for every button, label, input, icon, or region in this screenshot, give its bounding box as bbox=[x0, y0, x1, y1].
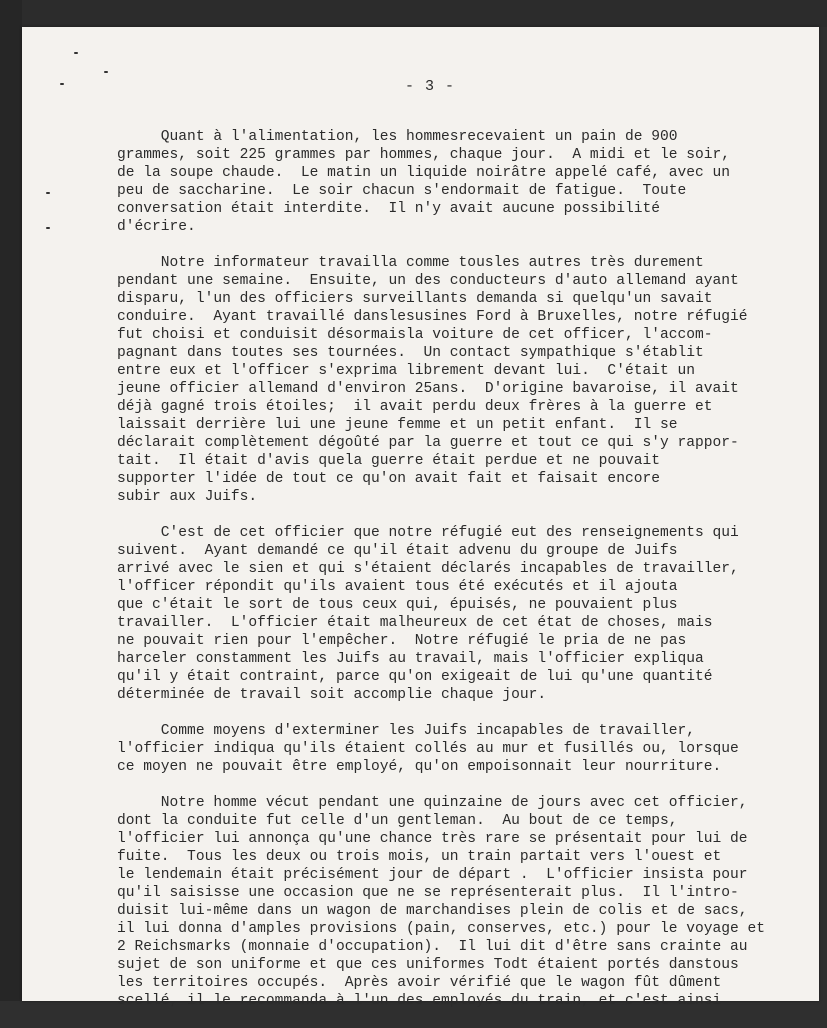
page-number: - 3 - bbox=[405, 78, 456, 95]
scan-speck bbox=[46, 227, 50, 229]
text-line: laissait derrière lui une jeune femme et un petit enfant. Il se bbox=[117, 417, 678, 433]
text-line: pagnant dans toutes ses tournées. Un contact sympathique s'établit bbox=[117, 345, 704, 361]
text-line: déjà gagné trois étoiles; il avait perdu deux frères à la guerre et bbox=[117, 399, 713, 415]
text-line: conversation était interdite. Il n'y avait aucune possibilité bbox=[117, 201, 660, 217]
text-line: fuite. Tous les deux ou trois mois, un train partait vers l'ouest et bbox=[117, 849, 722, 865]
text-line: 2 Reichsmarks (monnaie d'occupation). Il lui dit d'être sans crainte au bbox=[117, 939, 748, 955]
text-line: que c'était le sort de tous ceux qui, épuisés, ne pouvaient plus bbox=[117, 597, 678, 613]
text-line: qu'il y était contraint, parce qu'on exigeait de lui qu'une quantité bbox=[117, 669, 713, 685]
text-line: tait. Il était d'avis quela guerre était perdue et ne pouvait bbox=[117, 453, 660, 469]
text-line: C'est de cet officier que notre réfugié eut des renseignements qui bbox=[117, 525, 739, 541]
paragraph bbox=[117, 524, 767, 704]
text-line: duisit lui-même dans un wagon de marchandises plein de colis et de sacs, bbox=[117, 903, 748, 919]
scan-top-border bbox=[0, 0, 827, 27]
text-line: dont la conduite fut celle d'un gentleman. Au bout de ce temps, bbox=[117, 813, 678, 829]
text-line: l'officier lui annonça qu'une chance très rare se présentait pour lui de bbox=[117, 831, 748, 847]
paragraph bbox=[117, 128, 767, 236]
text-line: qu'il saisisse une occasion que ne se représenterait plus. Il l'intro- bbox=[117, 885, 739, 901]
text-line: Quant à l'alimentation, les hommesrecevaient un pain de 900 bbox=[117, 129, 678, 145]
text-line: supporter l'idée de tout ce qu'on avait fait et faisait encore bbox=[117, 471, 660, 487]
text-line: travailler. L'officier était malheureux de cet état de choses, mais bbox=[117, 615, 713, 631]
text-line: l'officer répondit qu'ils avaient tous été exécutés et il ajouta bbox=[117, 579, 678, 595]
scan-speck bbox=[60, 83, 64, 85]
text-line: Notre informateur travailla comme tousles autres très durement bbox=[117, 255, 704, 271]
text-line: suivent. Ayant demandé ce qu'il était advenu du groupe de Juifs bbox=[117, 543, 678, 559]
text-line: pendant une semaine. Ensuite, un des conducteurs d'auto allemand ayant bbox=[117, 273, 739, 289]
paragraph bbox=[117, 254, 767, 506]
text-line: fut choisi et conduisit désormaisla voiture de cet officer, l'accom- bbox=[117, 327, 713, 343]
text-line: entre eux et l'officer s'exprima librement devant lui. C'était un bbox=[117, 363, 696, 379]
text-line: ce moyen ne pouvait être employé, qu'on empoisonnait leur nourriture. bbox=[117, 759, 722, 775]
text-line: Comme moyens d'exterminer les Juifs incapables de travailler, bbox=[117, 723, 696, 739]
text-line: déclarait complètement dégoûté par la guerre et tout ce qui s'y rappor- bbox=[117, 435, 739, 451]
text-line: ne pouvait rien pour l'empêcher. Notre réfugié le pria de ne pas bbox=[117, 633, 687, 649]
document-body bbox=[117, 128, 767, 1028]
text-line: disparu, l'un des officiers surveillants demanda si quelqu'un savait bbox=[117, 291, 713, 307]
text-line: peu de saccharine. Le soir chacun s'endormait de fatigue. Toute bbox=[117, 183, 687, 199]
text-line: conduire. Ayant travaillé danslesusines Ford à Bruxelles, notre réfugié bbox=[117, 309, 748, 325]
text-line: l'officier indiqua qu'ils étaient collés au mur et fusillés ou, lorsque bbox=[117, 741, 739, 757]
scan-speck bbox=[46, 192, 50, 194]
text-line: scellé, il le recommanda à l'un des employés du train, et c'est ainsi bbox=[117, 993, 722, 1009]
text-line: Notre homme vécut pendant une quinzaine de jours avec cet officier, bbox=[117, 795, 748, 811]
text-line: le lendemain était précisément jour de départ . L'officier insista pour bbox=[117, 867, 748, 883]
scan-speck bbox=[104, 71, 108, 73]
text-line: déterminée de travail soit accomplie chaque jour. bbox=[117, 687, 547, 703]
scan-speck bbox=[74, 52, 78, 54]
text-line: d'écrire. bbox=[117, 219, 196, 235]
text-line: de la soupe chaude. Le matin un liquide noirâtre appelé café, avec un bbox=[117, 165, 731, 181]
text-line: subir aux Juifs. bbox=[117, 489, 258, 505]
paragraph bbox=[117, 794, 767, 1010]
text-line: il lui donna d'amples provisions (pain, conserves, etc.) pour le voyage et bbox=[117, 921, 766, 937]
text-line: sujet de son uniforme et que ces uniformes Todt étaient portés danstous bbox=[117, 957, 739, 973]
text-line: grammes, soit 225 grammes par hommes, chaque jour. A midi et le soir, bbox=[117, 147, 731, 163]
text-line: les territoires occupés. Après avoir vérifié que le wagon fût dûment bbox=[117, 975, 722, 991]
text-line: arrivé avec le sien et qui s'étaient déclarés incapables de travailler, bbox=[117, 561, 739, 577]
text-line: harceler constamment les Juifs au travail, mais l'officier expliqua bbox=[117, 651, 704, 667]
paragraph bbox=[117, 722, 767, 776]
text-line: jeune officier allemand d'environ 25ans. D'origine bavaroise, il avait bbox=[117, 381, 739, 397]
scan-left-border bbox=[0, 0, 22, 1001]
